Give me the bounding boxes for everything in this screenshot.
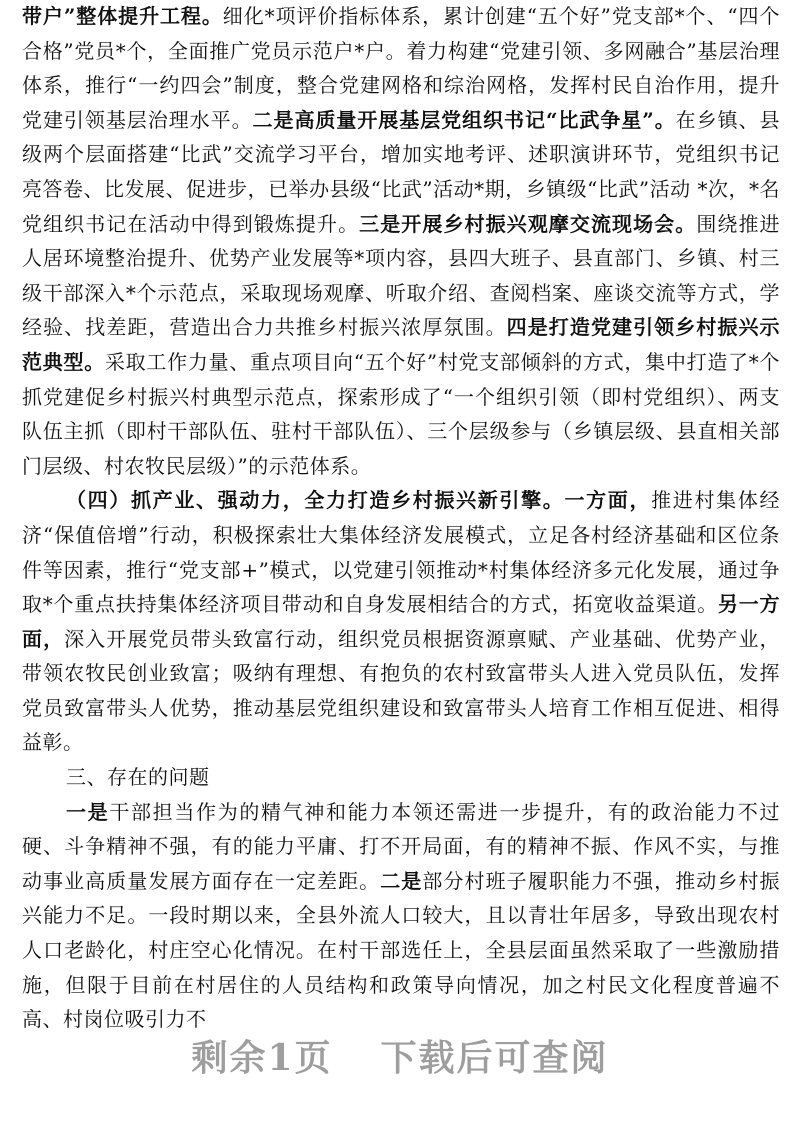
text-run: 细化*项评价指标体系，累计创建“五个好”党支部*个、“四个合格”党员*个，全面推广党员示范户*户。着力构建“党建引领、多网融合”基层治理体系，推行“一约四会”制度，整合党建网格和综治网格，发挥村民自治作用，提升党建引领基层治理水平。 xyxy=(22,4,780,132)
text-run: 干部担当作为的精气神和能力本领还需进一步提升，有的政治能力不过硬、斗争精神不强，有的能力平庸、打不开局面，有的精神不振、作风不实，与推动事业高质量发展方面存在一定差距。 xyxy=(22,799,780,893)
bold-text-run: 四是打造党建引领乡村振兴示范典型。 xyxy=(22,315,781,374)
bold-text-run: 三是开展乡村振兴观摩交流现场会。 xyxy=(359,211,697,236)
paragraph xyxy=(22,483,780,760)
download-prompt[interactable] xyxy=(0,1030,800,1081)
text-run: 围绕推进人居环境整治提升、优势产业发展等*项内容，县四大班子、县直部门、乡镇、村三级干部深入*个示范点，采取现场观摩、听取介绍、查阅档案、座谈交流等方式，学经验、找差距，营造出合力共推乡村振兴浓厚氛围。 xyxy=(22,211,781,340)
download-to-read-text: 下载后可查阅 xyxy=(380,1037,609,1079)
text-run: 在乡镇、县级两个层面搭建“比武”交流学习平台，增加实地考评、述职演讲环节，党组织书记亮答卷、比发展、促进步，已举办县级“比武”活动*期，乡镇级“比武”活动 *次，*名党组织书记在活动中得到锻炼提升。 xyxy=(22,107,781,236)
bold-text-run: 带户”整体提升工程。 xyxy=(22,4,223,28)
text-run: 深入开展党员带头致富行动，组织党员根据资源禀赋、产业基础、优势产业，带领农牧民创业致富；吸纳有理想、有抱负的农村致富带头人进入党员队伍，发挥党员致富带头人优势，推动基层党组织建设和致富带头人培育工作相互促进、相得益彰。 xyxy=(22,626,781,755)
bold-text-run: 一方面， xyxy=(564,488,652,513)
text-run: 部分村班子履职能力不强，推动乡村振兴能力不足。一段时期以来，全县外流人口较大，且以青壮年居多，导致出现农村人口老龄化，村庄空心化情况。在村干部选任上，全县层面虽然采取了一些激励措施，但限于目前在村居住的人员结构和政策导向情况，加之村民文化程度普遍不高、村岗位吸引力不 xyxy=(22,868,781,1032)
paragraph xyxy=(22,760,780,795)
text-run: 采取工作力量、重点项目向“五个好”村党支部倾斜的方式，集中打造了*个抓党建促乡村振兴村典型示范点，探索形成了“一个组织引领（即村党组织）、两支队伍主抓（即村干部队伍、驻村干部队伍）、三个层级参与（乡镇层级、县直相关部门层级、村农牧民层级）”的示范体系。 xyxy=(22,349,781,478)
paragraph xyxy=(22,0,780,483)
text-run: 推进村集体经济“保值倍增”行动，积极探索壮大集体经济发展模式，立足各村经济基础和区位条件等因素，推行“党支部+”模式，以党建引领推动*村集体经济多元化发展，通过争取*个重点扶持集体经济项目带动和自身发展相结合的方式，拓宽收益渠道。 xyxy=(22,488,780,617)
bold-text-run: 二是 xyxy=(380,868,423,893)
bold-text-run: （四）抓产业、强动力，全力打造乡村振兴新引擎。 xyxy=(66,488,565,513)
bold-text-run: 另一方面， xyxy=(22,592,781,651)
paragraph xyxy=(22,795,780,1037)
text-run: 三、存在的问题 xyxy=(66,765,210,790)
bold-text-run: 一是 xyxy=(66,799,110,824)
document-body xyxy=(22,0,780,1037)
bold-text-run: 二是高质量开展基层党组织书记“比武争星”。 xyxy=(252,107,676,132)
remaining-pages-text: 剩余1页 xyxy=(191,1037,333,1079)
